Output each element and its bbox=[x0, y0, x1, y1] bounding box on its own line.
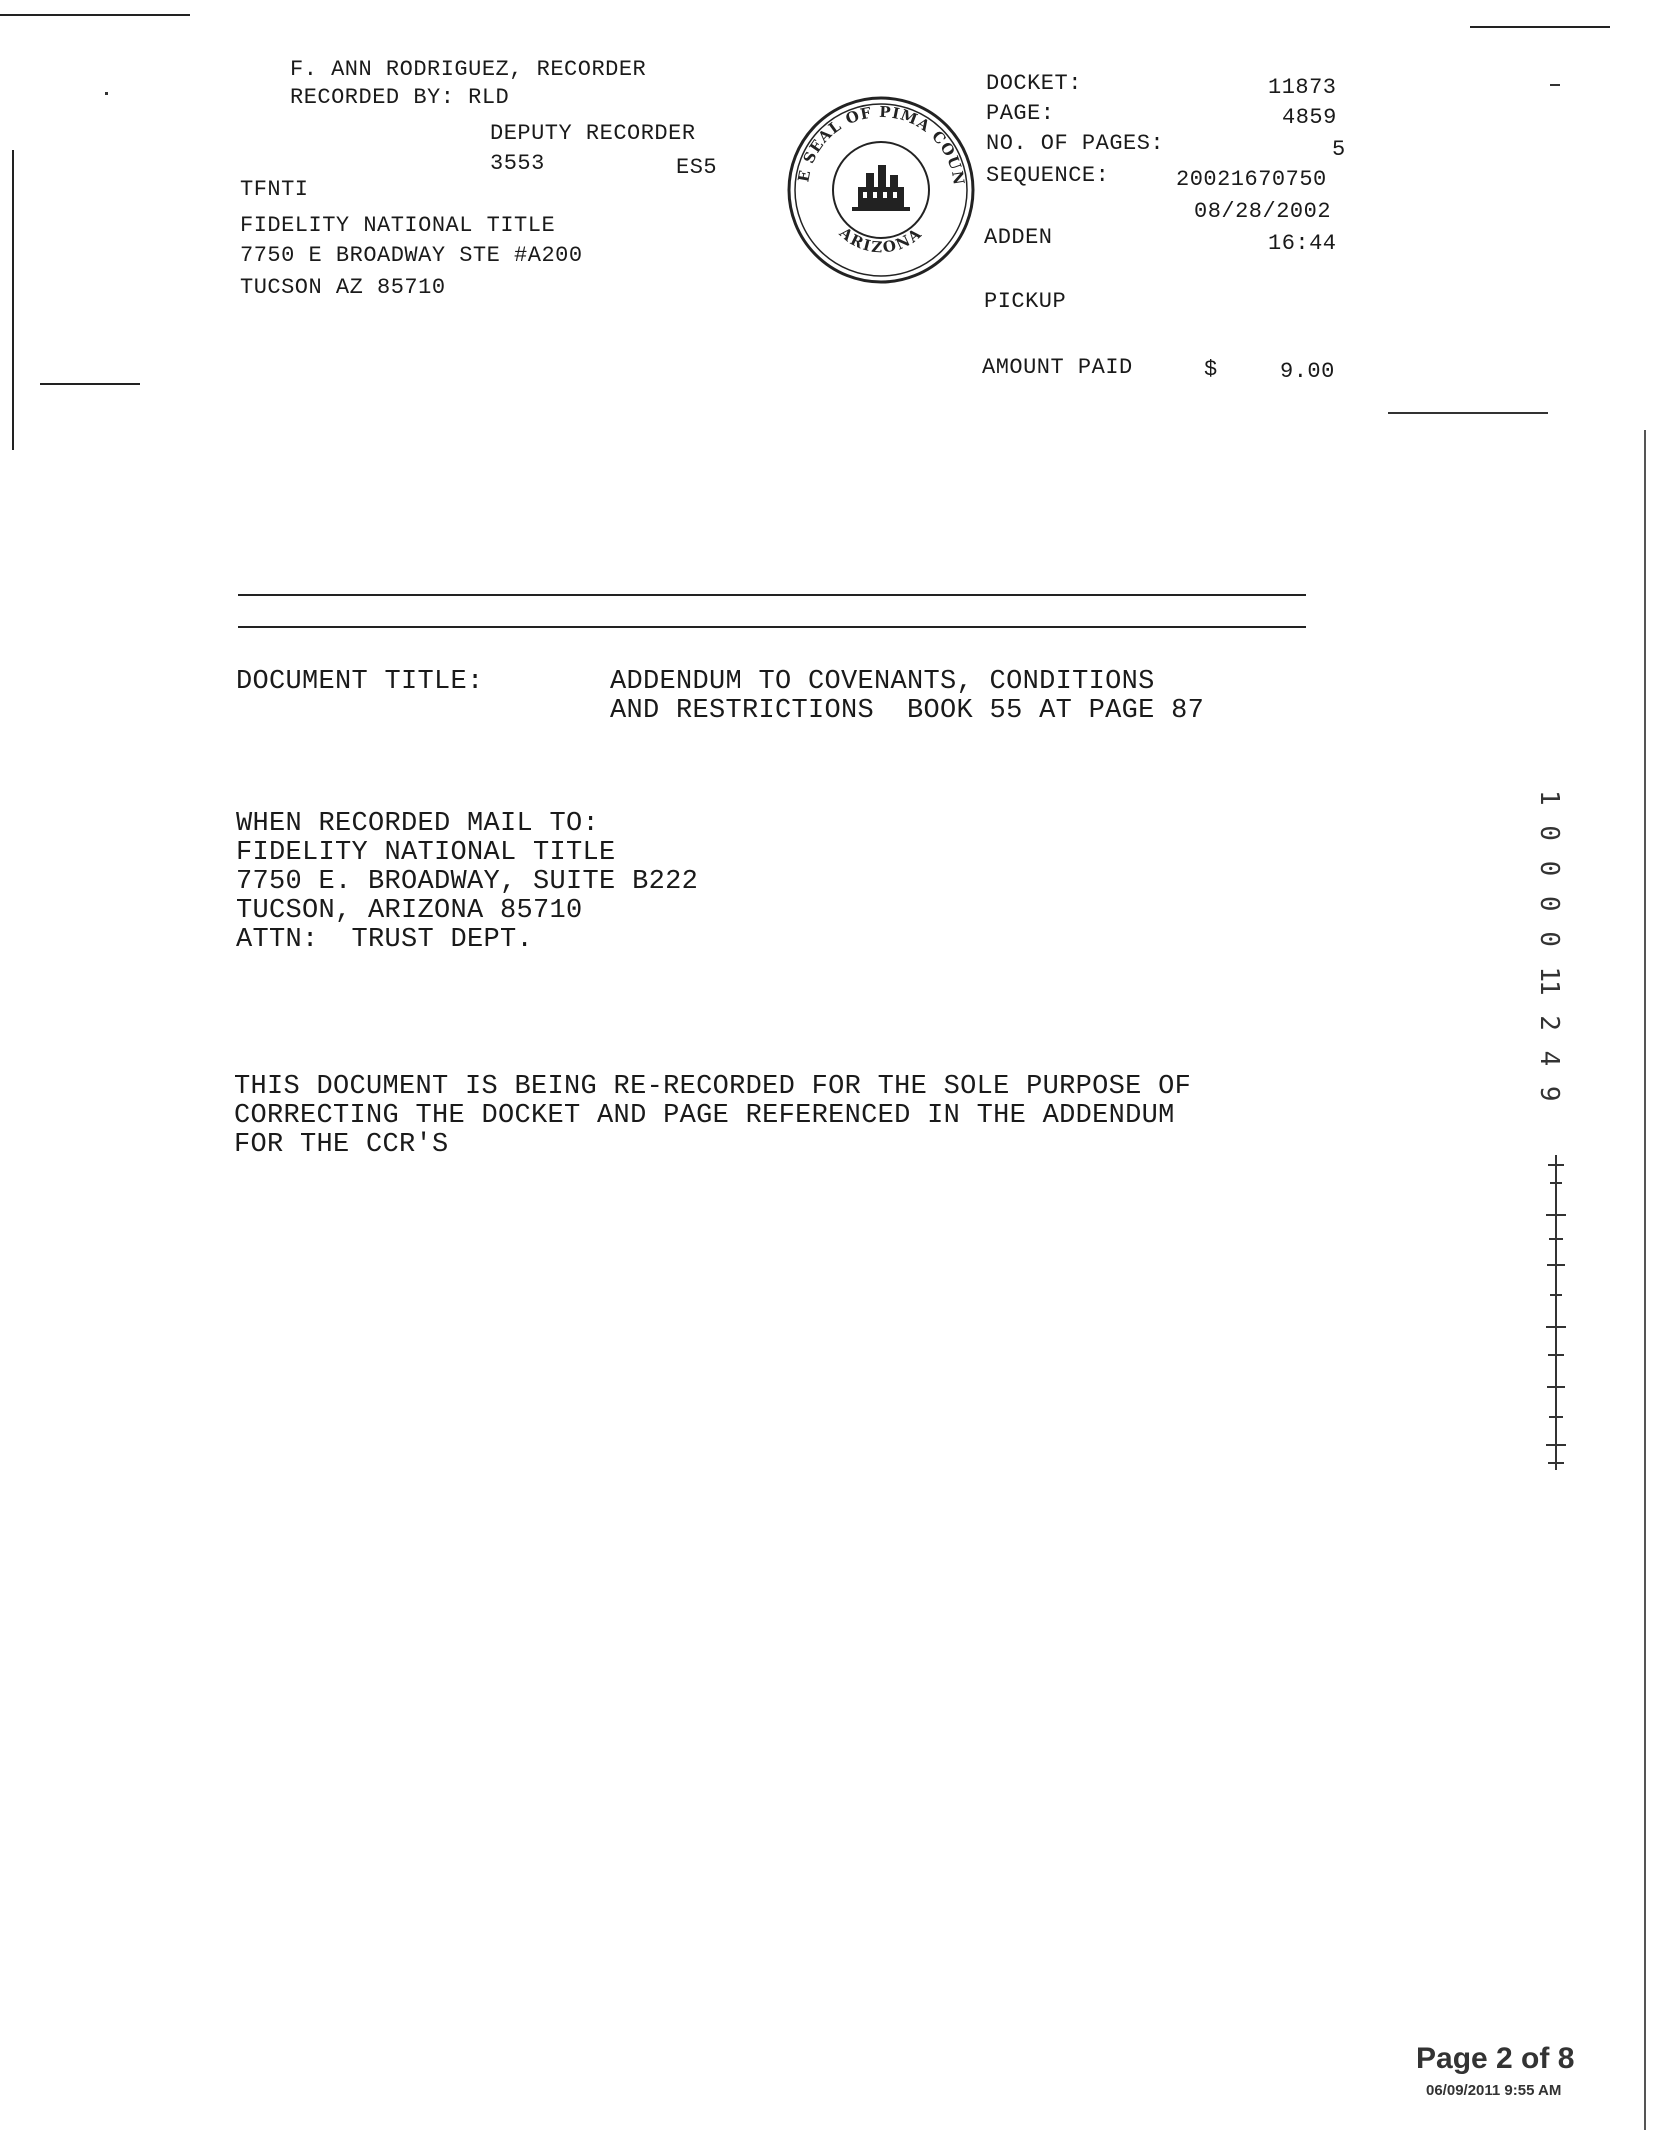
scan-speck bbox=[1550, 84, 1560, 86]
document-title-line2: AND RESTRICTIONS BOOK 55 AT PAGE 87 bbox=[610, 696, 1205, 726]
recorder-code-left: 3553 bbox=[490, 151, 545, 176]
mail-to-line2: FIDELITY NATIONAL TITLE bbox=[236, 838, 616, 868]
mail-to-line3: 7750 E. BROADWAY, SUITE B222 bbox=[236, 867, 699, 897]
scan-speck bbox=[1388, 412, 1548, 414]
scan-speck bbox=[105, 92, 108, 95]
pickup-label: PICKUP bbox=[984, 289, 1067, 314]
sequence-value: 20021670750 bbox=[1176, 167, 1327, 192]
return-party-name: FIDELITY NATIONAL TITLE bbox=[240, 213, 556, 238]
pages-label: NO. OF PAGES: bbox=[986, 131, 1165, 156]
scan-edge-right bbox=[1644, 430, 1646, 2130]
pima-county-seal bbox=[786, 95, 976, 285]
sequence-label: SEQUENCE: bbox=[986, 163, 1110, 188]
footer-timestamp: 06/09/2011 9:55 AM bbox=[1426, 2082, 1562, 2099]
docket-label: DOCKET: bbox=[986, 71, 1082, 96]
docket-value: 11873 bbox=[1268, 75, 1337, 100]
return-party-city: TUCSON AZ 85710 bbox=[240, 275, 446, 300]
mail-to-line5: ATTN: TRUST DEPT. bbox=[236, 925, 534, 955]
statement-line1: THIS DOCUMENT IS BEING RE-RECORDED FOR THE SOLE PURPOSE OF bbox=[234, 1072, 1192, 1102]
page-label: PAGE: bbox=[986, 101, 1055, 126]
amount-label: AMOUNT PAID bbox=[982, 355, 1133, 380]
return-party-street: 7750 E BROADWAY STE #A200 bbox=[240, 243, 583, 268]
statement-line3: FOR THE CCR'S bbox=[234, 1130, 449, 1160]
svg-text:THE SEAL OF PIMA COUNTY bbox=[786, 95, 968, 187]
scan-rule-top-left bbox=[0, 14, 190, 16]
scan-edge-left bbox=[12, 150, 14, 450]
recorded-time: 16:44 bbox=[1268, 231, 1337, 256]
currency-symbol: $ bbox=[1204, 357, 1218, 382]
scan-rule-top-right bbox=[1470, 26, 1610, 28]
pages-value: 5 bbox=[1332, 137, 1346, 162]
side-stamp-upper: 1 0 0 0 0 1 bbox=[1534, 790, 1564, 985]
scan-rule-left-mid bbox=[40, 383, 140, 385]
mail-to-line1: WHEN RECORDED MAIL TO: bbox=[236, 809, 600, 839]
recorded-date: 08/28/2002 bbox=[1194, 199, 1332, 224]
mail-to-line4: TUCSON, ARIZONA 85710 bbox=[236, 896, 583, 926]
header-divider-bottom bbox=[238, 626, 1306, 628]
recorder-name: F. ANN RODRIGUEZ, RECORDER bbox=[290, 57, 647, 82]
side-stamp-lower: 1 2 4 9 bbox=[1534, 980, 1564, 1104]
svg-text:ARIZONA bbox=[835, 223, 926, 257]
return-party-code: TFNTI bbox=[240, 177, 309, 202]
document-title-line1: ADDENDUM TO COVENANTS, CONDITIONS bbox=[610, 667, 1155, 697]
document-title-label: DOCUMENT TITLE: bbox=[236, 667, 484, 697]
side-barcode-mark bbox=[1536, 1155, 1576, 1470]
seal-bottom-text: ARIZONA bbox=[835, 223, 927, 257]
page-counter: Page 2 of 8 bbox=[1416, 2042, 1575, 2075]
recorded-by: RECORDED BY: RLD bbox=[290, 85, 510, 110]
amount-value: 9.00 bbox=[1280, 359, 1335, 384]
statement-line2: CORRECTING THE DOCKET AND PAGE REFERENCED IN THE ADDENDUM bbox=[234, 1101, 1175, 1131]
document-type: ADDEN bbox=[984, 225, 1053, 250]
header-divider-top bbox=[238, 594, 1306, 596]
page-value: 4859 bbox=[1282, 105, 1337, 130]
seal-top-text: E SEAL OF PIMA COUN bbox=[794, 102, 969, 187]
deputy-recorder: DEPUTY RECORDER bbox=[490, 121, 696, 146]
recorder-code-right: ES5 bbox=[676, 155, 718, 180]
